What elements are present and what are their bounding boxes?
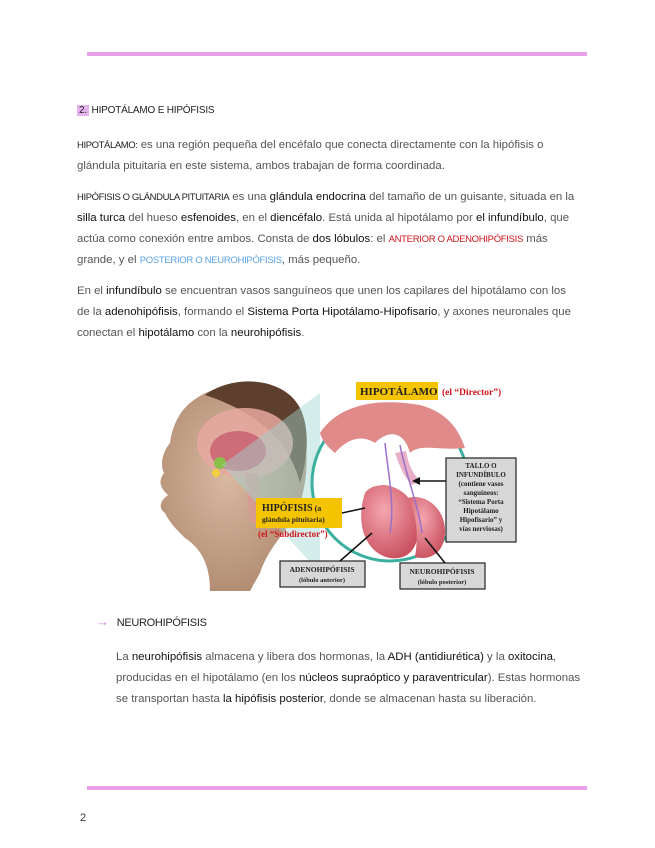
arrow-right-icon: →	[96, 614, 109, 629]
bold-text: neurohipófisis	[131, 651, 203, 663]
tallo-line: INFUNDÍBULO	[456, 471, 506, 479]
text: más grande, y el	[77, 233, 548, 266]
term-hipofisis: HIPÓFISIS O GLÁNDULA PITUITARIA	[77, 192, 230, 203]
neuro-sub-label: (lóbulo posterior)	[417, 579, 467, 586]
top-divider	[87, 52, 587, 56]
tallo-line: Hipotálamo	[463, 507, 499, 515]
bold-text: neurohipófisis	[230, 327, 302, 339]
text: : el	[370, 233, 389, 245]
text: almacena y libera dos hormonas, la	[202, 651, 388, 663]
bold-text: dos lóbulos	[312, 233, 371, 245]
text: se encuentran vasos sanguíneos que unen los capilares del hipotálamo con los de la	[77, 285, 566, 318]
subsection-title: NEUROHIPÓFISIS	[116, 617, 207, 629]
text: , formando el	[177, 306, 248, 318]
tallo-line: sanguíneos:	[463, 489, 499, 497]
text: . Está unida al hipotálamo por	[322, 212, 476, 224]
bold-text: la hipófisis posterior	[223, 693, 324, 705]
text: , donde se almacenan hasta su liberación.	[323, 693, 537, 705]
text: es una	[229, 191, 270, 203]
subsection-heading	[96, 614, 207, 629]
section-heading	[77, 100, 577, 121]
bold-text: oxitocina	[507, 651, 553, 663]
text: con la	[194, 327, 231, 339]
bold-text: ADH (antidiurética)	[387, 651, 484, 663]
text: ). Estas hormonas se transportan hasta	[116, 672, 581, 705]
hipotalamo-hipofisis-figure	[150, 373, 522, 593]
bold-text: infundíbulo	[106, 285, 162, 297]
anterior-label: ANTERIOR O ADENOHIPÓFISIS	[388, 234, 524, 245]
hipofisis-a: (a	[312, 504, 322, 513]
text: del hueso	[125, 212, 181, 224]
hipofisis-word: HIPÓFISIS	[262, 503, 313, 514]
pituitary-spot	[212, 469, 220, 477]
adeno-sub-label: (lóbulo anterior)	[298, 577, 346, 584]
adeno-label: ADENOHIPÓFISIS	[289, 565, 355, 574]
paragraph-infundibulo	[77, 281, 577, 344]
tallo-line: vías nerviosas)	[459, 525, 503, 533]
bold-text: esfenoides	[180, 212, 236, 224]
bold-text: diencéfalo	[270, 212, 323, 224]
document-body	[77, 100, 577, 354]
page-number: 2	[80, 812, 87, 824]
section-title: HIPOTÁLAMO E HIPÓFISIS	[91, 105, 215, 116]
text: , en el	[235, 212, 271, 224]
text: , producidas en el hipotálamo (en los	[116, 651, 557, 684]
tallo-label	[456, 462, 506, 533]
tallo-line: TALLO O	[465, 462, 497, 470]
text: del tamaño de un guisante, situada en la	[365, 191, 575, 203]
text: .	[301, 327, 305, 339]
director-label: (el “Director”)	[442, 388, 502, 398]
glandula-label: glándula pituitaria)	[262, 515, 325, 524]
bold-text: Sistema Porta Hipotálamo-Hipofisario	[247, 306, 438, 318]
posterior-label: POSTERIOR O NEUROHIPÓFISIS	[139, 255, 282, 266]
text: y la	[483, 651, 508, 663]
paragraph-neurohipofisis	[116, 647, 581, 710]
tallo-line: (contiene vasos	[458, 480, 504, 488]
tallo-line: “Sistema Porta	[458, 498, 504, 506]
subdirector-label: (el “Subdirector”)	[258, 529, 328, 539]
text: La	[116, 651, 132, 663]
term-hipotalamo: HIPOTÁLAMO:	[77, 140, 138, 151]
hipofisis-label	[262, 502, 321, 514]
text: , que actúa como conexión entre ambos. Consta de	[77, 212, 570, 245]
paragraph-text: es una región pequeña del encéfalo que conecta directamente con la hipófisis o glándula pituitaria en este sistema, ambos trabajan de forma coordinada.	[77, 139, 544, 172]
text: , más pequeño.	[281, 254, 361, 266]
text: En el	[77, 285, 107, 297]
bottom-divider	[87, 786, 587, 790]
section-number: 2.	[79, 105, 87, 116]
bold-text: adenohipófisis	[104, 306, 178, 318]
tallo-line: Hipofisario” y	[459, 516, 503, 524]
paragraph-hipotalamo	[77, 135, 577, 177]
neuro-label: NEUROHIPÓFISIS	[409, 567, 475, 576]
paragraph-hipofisis	[77, 187, 577, 271]
bold-text: hipotálamo	[138, 327, 195, 339]
hipotalamo-label: HIPOTÁLAMO	[360, 386, 438, 398]
bold-text: núcleos supraóptico y paraventricular	[299, 672, 488, 684]
bold-text: el infundíbulo	[475, 212, 544, 224]
bold-text: glándula endocrina	[269, 191, 366, 203]
anatomy-illustration	[150, 373, 522, 593]
bold-text: silla turca	[77, 212, 126, 224]
text: , y axones neuronales que conectan el	[77, 306, 571, 339]
